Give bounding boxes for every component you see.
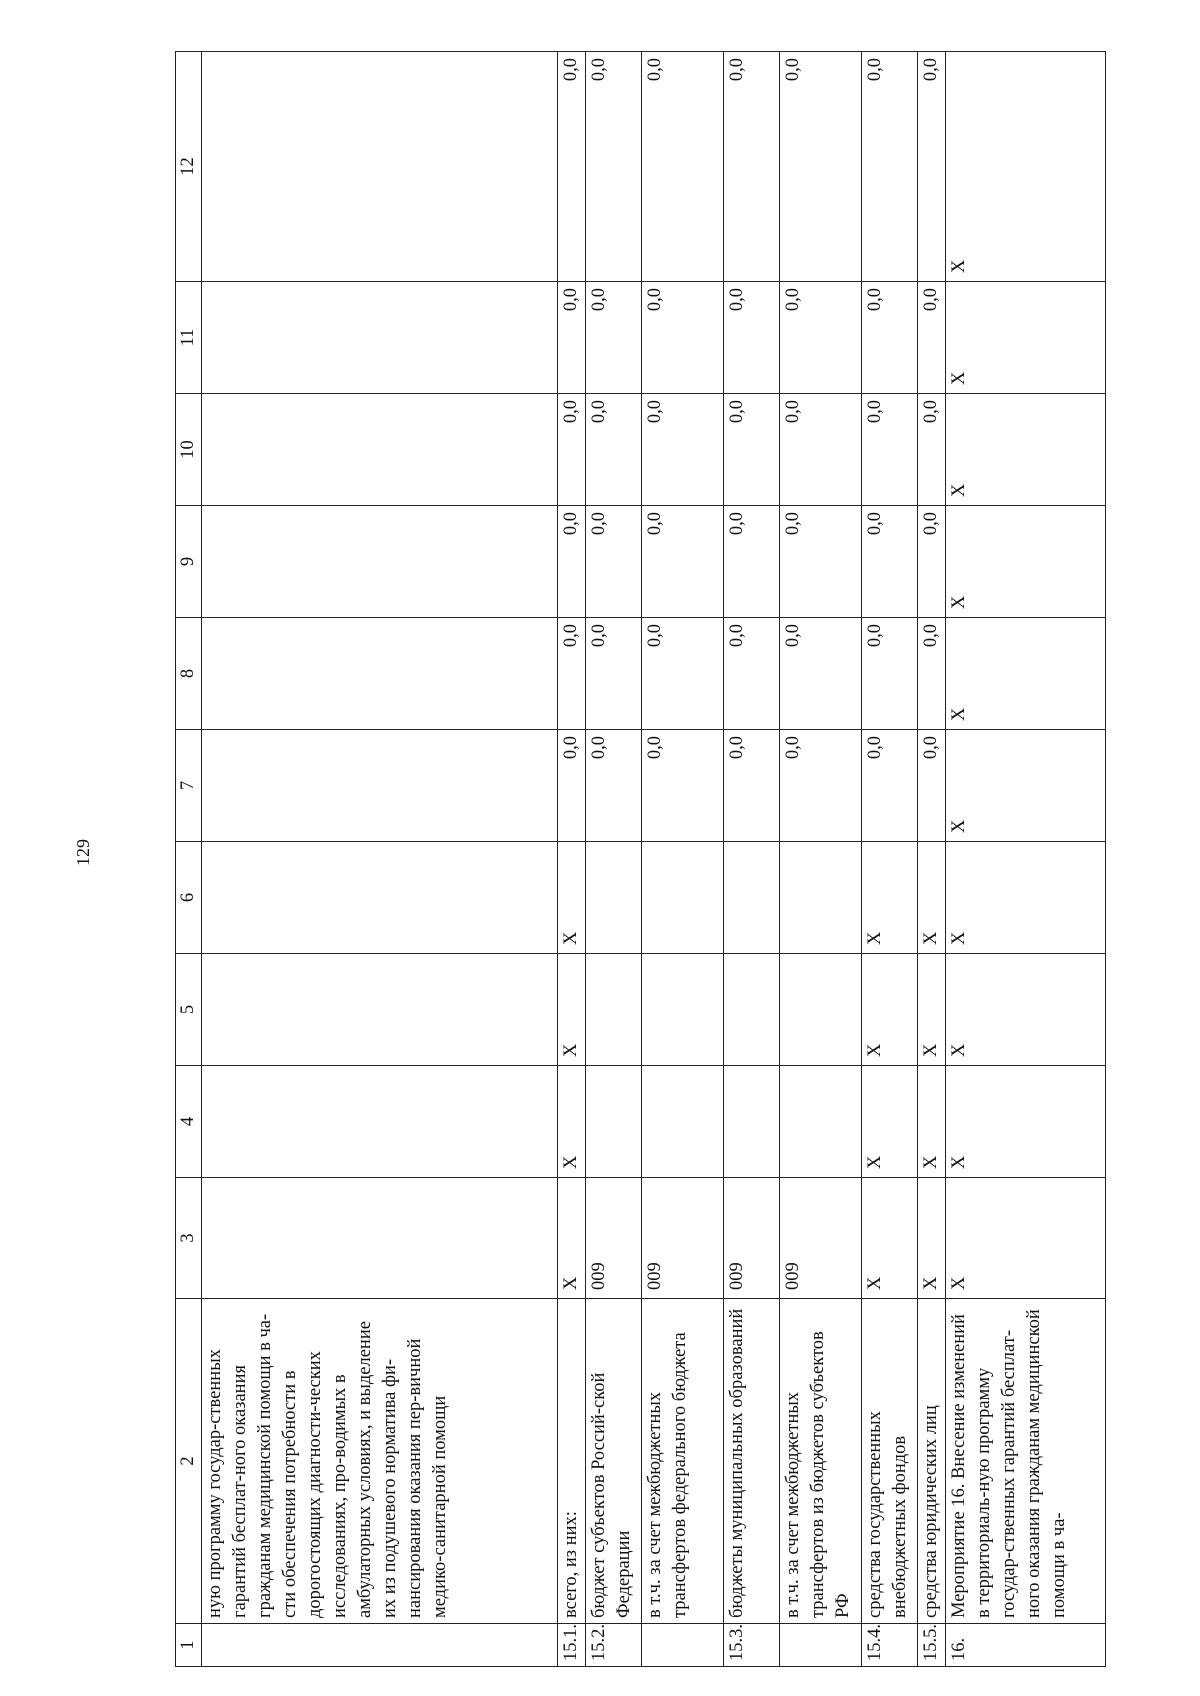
table-cell: X (946, 730, 1106, 842)
table-row (862, 52, 918, 1667)
table-cell (724, 954, 780, 1066)
description-cell: Мероприятие 16. Внесение изменений в территориаль-ную программу государ-ственных гарантий бесплат-ного оказания гражданам медицинской помощи в ча- (946, 1299, 1106, 1624)
value-cell: 0,0 (862, 618, 918, 730)
table-cell: X (946, 842, 1106, 954)
value-cell: 0,0 (586, 394, 642, 506)
value-cell (202, 394, 558, 506)
value-cell: 0,0 (862, 506, 918, 618)
value-cell: 0,0 (586, 282, 642, 394)
table-cell (642, 842, 724, 954)
table-cell (202, 842, 558, 954)
table-cell: X (862, 954, 918, 1066)
table-row (202, 52, 558, 1667)
table-cell: X (918, 1066, 946, 1178)
row-index-cell (202, 1624, 558, 1667)
value-cell: 0,0 (558, 282, 586, 394)
table-cell: X (946, 1066, 1106, 1178)
value-cell: 0,0 (642, 618, 724, 730)
table-cell: X (946, 52, 1106, 282)
description-cell: в т.ч. за счет межбюджетных трансфертов из бюджетов субъектов РФ (780, 1299, 862, 1624)
table-cell (780, 842, 862, 954)
value-cell: 0,0 (918, 52, 946, 282)
column-header: 3 (176, 1178, 202, 1299)
table-cell (780, 954, 862, 1066)
column-header: 12 (176, 52, 202, 282)
row-index-cell: 15.1. (558, 1624, 586, 1667)
table-cell (202, 1066, 558, 1178)
value-cell: 0,0 (558, 618, 586, 730)
value-cell: 0,0 (558, 52, 586, 282)
value-cell: 0,0 (724, 730, 780, 842)
value-cell: 0,0 (642, 52, 724, 282)
table-cell: X (946, 282, 1106, 394)
rotated-table-container (175, 58, 1069, 1667)
description-cell: бюджет субъектов Россий-ской Федерации (586, 1299, 642, 1624)
table-row (558, 52, 586, 1667)
description-cell: бюджеты муниципальных образований (724, 1299, 780, 1624)
table-cell (724, 1066, 780, 1178)
table-cell (642, 954, 724, 1066)
table-cell: X (946, 954, 1106, 1066)
row-index-cell (780, 1624, 862, 1667)
table-row (724, 52, 780, 1667)
code-cell: X (558, 1178, 586, 1299)
value-cell: 0,0 (558, 506, 586, 618)
code-cell: 009 (724, 1178, 780, 1299)
value-cell: 0,0 (724, 506, 780, 618)
table-cell (202, 954, 558, 1066)
code-cell: X (946, 1178, 1106, 1299)
row-index-cell: 15.4. (862, 1624, 918, 1667)
value-cell: 0,0 (918, 506, 946, 618)
value-cell: 0,0 (642, 282, 724, 394)
column-header: 6 (176, 842, 202, 954)
table-row (946, 52, 1106, 1667)
table-cell: X (558, 954, 586, 1066)
value-cell: 0,0 (918, 618, 946, 730)
value-cell: 0,0 (558, 394, 586, 506)
table-cell (586, 1066, 642, 1178)
table-cell: X (918, 954, 946, 1066)
code-cell: X (918, 1178, 946, 1299)
table-cell: X (862, 1066, 918, 1178)
value-cell: 0,0 (862, 394, 918, 506)
column-header: 5 (176, 954, 202, 1066)
value-cell: 0,0 (642, 506, 724, 618)
value-cell: 0,0 (918, 394, 946, 506)
column-number-row (176, 52, 202, 1667)
table-cell (724, 842, 780, 954)
column-header: 10 (176, 394, 202, 506)
value-cell: 0,0 (586, 506, 642, 618)
description-cell: ную программу государ-ственных гарантий бесплат-ного оказания гражданам медицинской помощи в ча-сти обеспечения потребности в дорогостоящих диагности-ческих исследованиях, про-водимых в амбулаторных условиях, и выделение их из подушевого норматива фи-нансирования оказания пер-вичной медико-санитарной помощи (202, 1299, 558, 1624)
table-row (918, 52, 946, 1667)
table-cell: X (558, 842, 586, 954)
value-cell: 0,0 (724, 282, 780, 394)
code-cell: 009 (642, 1178, 724, 1299)
page-number: 129 (73, 839, 93, 866)
column-header: 9 (176, 506, 202, 618)
value-cell (202, 618, 558, 730)
table-cell (586, 954, 642, 1066)
budget-table (175, 51, 1106, 1667)
column-header: 1 (176, 1624, 202, 1667)
description-cell: средства государственных внебюджетных фондов (862, 1299, 918, 1624)
table-row (586, 52, 642, 1667)
table-cell: X (946, 394, 1106, 506)
value-cell (202, 506, 558, 618)
table-cell (586, 842, 642, 954)
value-cell: 0,0 (642, 730, 724, 842)
value-cell: 0,0 (724, 52, 780, 282)
value-cell: 0,0 (724, 394, 780, 506)
table-cell: X (558, 1066, 586, 1178)
value-cell: 0,0 (780, 506, 862, 618)
value-cell: 0,0 (586, 618, 642, 730)
row-index-cell: 15.3. (724, 1624, 780, 1667)
value-cell: 0,0 (780, 52, 862, 282)
value-cell: 0,0 (862, 282, 918, 394)
value-cell: 0,0 (780, 730, 862, 842)
code-cell: X (862, 1178, 918, 1299)
table-row (642, 52, 724, 1667)
row-index-cell (642, 1624, 724, 1667)
value-cell: 0,0 (642, 394, 724, 506)
value-cell: 0,0 (586, 730, 642, 842)
value-cell: 0,0 (586, 52, 642, 282)
column-header: 4 (176, 1066, 202, 1178)
code-cell: 009 (586, 1178, 642, 1299)
table-cell (642, 1066, 724, 1178)
table-row (780, 52, 862, 1667)
column-header: 11 (176, 282, 202, 394)
value-cell: 0,0 (724, 618, 780, 730)
column-header: 7 (176, 730, 202, 842)
value-cell: 0,0 (780, 394, 862, 506)
row-index-cell: 16. (946, 1624, 1106, 1667)
table-cell: X (862, 842, 918, 954)
table-cell: X (946, 506, 1106, 618)
value-cell: 0,0 (862, 52, 918, 282)
value-cell (202, 730, 558, 842)
value-cell (202, 282, 558, 394)
row-index-cell: 15.2. (586, 1624, 642, 1667)
value-cell: 0,0 (780, 282, 862, 394)
description-cell: всего, из них: (558, 1299, 586, 1624)
code-cell: 009 (780, 1178, 862, 1299)
table-cell (780, 1066, 862, 1178)
value-cell (202, 52, 558, 282)
column-header: 8 (176, 618, 202, 730)
column-header: 2 (176, 1299, 202, 1624)
table-cell: X (918, 842, 946, 954)
description-cell: средства юридических лиц (918, 1299, 946, 1624)
value-cell: 0,0 (918, 730, 946, 842)
value-cell: 0,0 (780, 618, 862, 730)
table-cell: X (946, 618, 1106, 730)
value-cell: 0,0 (862, 730, 918, 842)
row-index-cell: 15.5. (918, 1624, 946, 1667)
value-cell: 0,0 (558, 730, 586, 842)
code-cell (202, 1178, 558, 1299)
description-cell: в т.ч. за счет межбюджетных трансфертов федерального бюджета (642, 1299, 724, 1624)
value-cell: 0,0 (918, 282, 946, 394)
